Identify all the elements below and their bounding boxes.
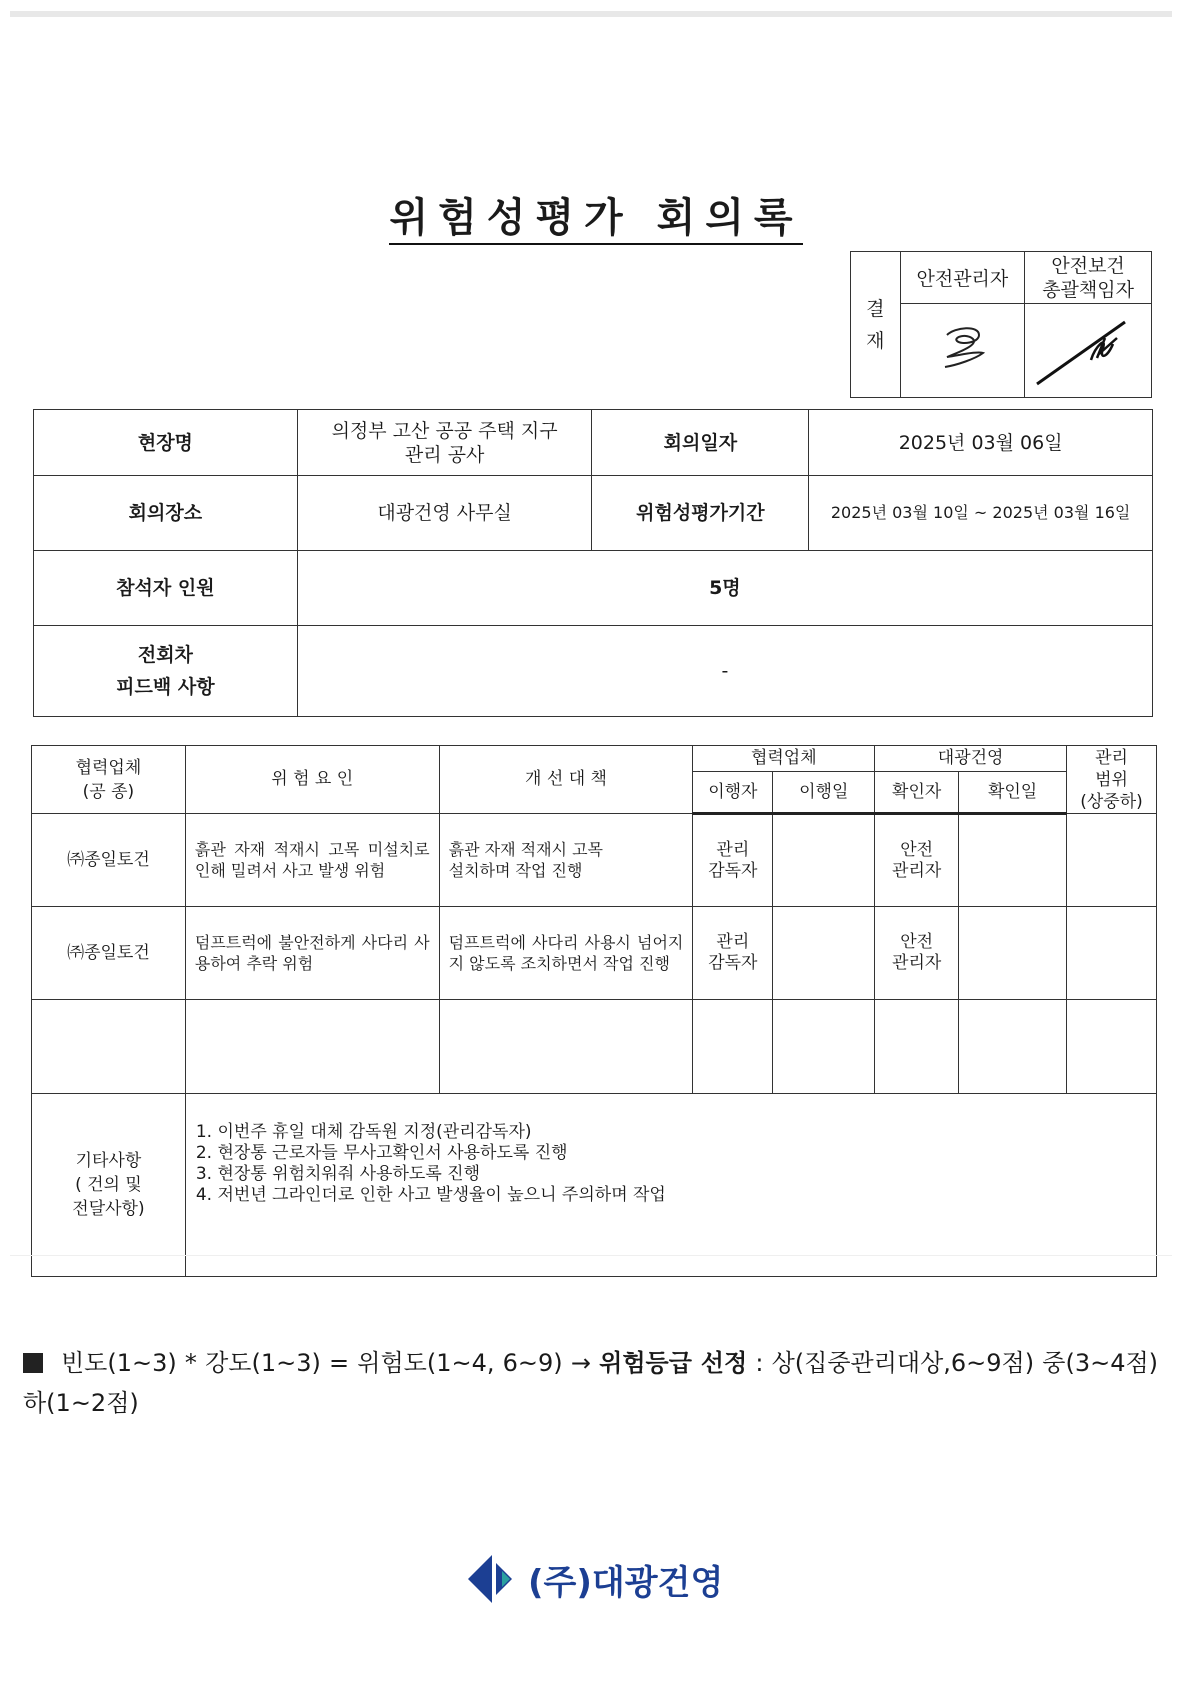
row-level — [1067, 814, 1157, 907]
signature-safety-manager — [900, 304, 1025, 398]
document-title: 위험성평가 회의록 — [0, 186, 1192, 243]
feedback-value: - — [297, 626, 1152, 717]
legend-formula: 빈도(1~3) * 강도(1~3) = 위험도(1~4, 6~9) → — [61, 1349, 591, 1377]
scan-top-edge — [10, 11, 1172, 17]
attendees-value: 5명 — [297, 551, 1152, 626]
row-check-date — [959, 1000, 1067, 1094]
header-checker: 확인자 — [875, 772, 959, 814]
table-row — [32, 1000, 1157, 1094]
note-item: 4. 저번년 그라인더로 인한 사고 발생율이 높으니 주의하며 작업 — [195, 1185, 666, 1205]
row-measure: 흙관 자재 적재시 고목 설치하며 작업 진행 — [439, 814, 693, 907]
row-measure — [439, 1000, 693, 1094]
site-name-value: 의정부 고산 공공 주택 지구 관리 공사 — [297, 410, 592, 476]
meeting-place-label: 회의장소 — [34, 476, 298, 551]
signature-general-manager — [1025, 304, 1152, 398]
logo-mark-icon — [466, 1553, 518, 1605]
row-doer: 관리 감독자 — [693, 814, 773, 907]
row-risk-factor: 덤프트럭에 불안전하게 사다리 사용하여 추락 위험 — [185, 907, 439, 1000]
assessment-period-label: 위험성평가기간 — [592, 476, 809, 551]
row-doer: 관리 감독자 — [693, 907, 773, 1000]
row-risk-factor: 흙관 자재 적재시 고목 미설치로 인해 밀려서 사고 발생 위험 — [185, 814, 439, 907]
row-do-date — [773, 814, 875, 907]
row-company — [32, 1000, 186, 1094]
row-doer — [693, 1000, 773, 1094]
meeting-info-table — [33, 409, 1153, 717]
risk-grade-legend — [23, 1343, 1158, 1423]
scan-artifact-line — [10, 1255, 1172, 1256]
row-measure: 덤프트럭에 사다리 사용시 넘어지지 않도록 조치하면서 작업 진행 — [439, 907, 693, 1000]
header-owner-group: 대광건영 — [875, 746, 1067, 772]
approval-role-safety-manager: 안전관리자 — [900, 252, 1025, 304]
header-company: 협력업체 (공 종) — [32, 746, 186, 814]
meeting-date-value: 2025년 03월 06일 — [809, 410, 1153, 476]
row-checker: 안전 관리자 — [875, 907, 959, 1000]
assessment-period-value: 2025년 03월 10일 ~ 2025년 03월 16일 — [809, 476, 1153, 551]
row-do-date — [773, 1000, 875, 1094]
row-company: ㈜종일토건 — [32, 814, 186, 907]
legend-bold: 위험등급 선정 — [599, 1349, 748, 1377]
note-item: 3. 현장통 위험치워줘 사용하도록 진행 — [195, 1164, 481, 1184]
approval-side-label: 결 재 — [851, 252, 901, 398]
notes-label: 기타사항 ( 건의 및 전달사항) — [32, 1094, 186, 1277]
notes-list — [185, 1094, 1156, 1277]
approval-table — [850, 251, 1152, 398]
risk-assessment-table — [31, 745, 1157, 1277]
approval-role-general-manager: 안전보건 총괄책임자 — [1025, 252, 1152, 304]
header-measure: 개 선 대 책 — [439, 746, 693, 814]
header-management-level: 관리 범위 (상중하) — [1067, 746, 1157, 814]
row-level — [1067, 1000, 1157, 1094]
header-check-date: 확인일 — [959, 772, 1067, 814]
table-row — [32, 814, 1157, 907]
attendees-label: 참석자 인원 — [34, 551, 298, 626]
meeting-date-label: 회의일자 — [592, 410, 809, 476]
row-checker — [875, 1000, 959, 1094]
black-square-icon — [23, 1353, 43, 1373]
header-doer: 이행자 — [693, 772, 773, 814]
header-partner-group: 협력업체 — [693, 746, 875, 772]
logo-text: (주)대광건영 — [528, 1562, 724, 1603]
header-do-date: 이행일 — [773, 772, 875, 814]
company-logo — [466, 1553, 723, 1605]
note-item: 2. 현장통 근로자들 무사고확인서 사용하도록 진행 — [195, 1143, 568, 1163]
row-company: ㈜종일토건 — [32, 907, 186, 1000]
site-name-label: 현장명 — [34, 410, 298, 476]
row-level — [1067, 907, 1157, 1000]
row-risk-factor — [185, 1000, 439, 1094]
header-risk-factor: 위 험 요 인 — [185, 746, 439, 814]
row-check-date — [959, 907, 1067, 1000]
row-checker: 안전 관리자 — [875, 814, 959, 907]
row-do-date — [773, 907, 875, 1000]
table-row — [32, 907, 1157, 1000]
meeting-place-value: 대광건영 사무실 — [297, 476, 592, 551]
row-check-date — [959, 814, 1067, 907]
legend-rest: : 상(집중관리대상,6~9점) 중(3~4점) 하(1~2점) — [23, 1349, 1159, 1417]
feedback-label: 전회차 피드백 사항 — [34, 626, 298, 717]
note-item: 1. 이번주 휴일 대체 감독원 지정(관리감독자) — [195, 1122, 532, 1142]
